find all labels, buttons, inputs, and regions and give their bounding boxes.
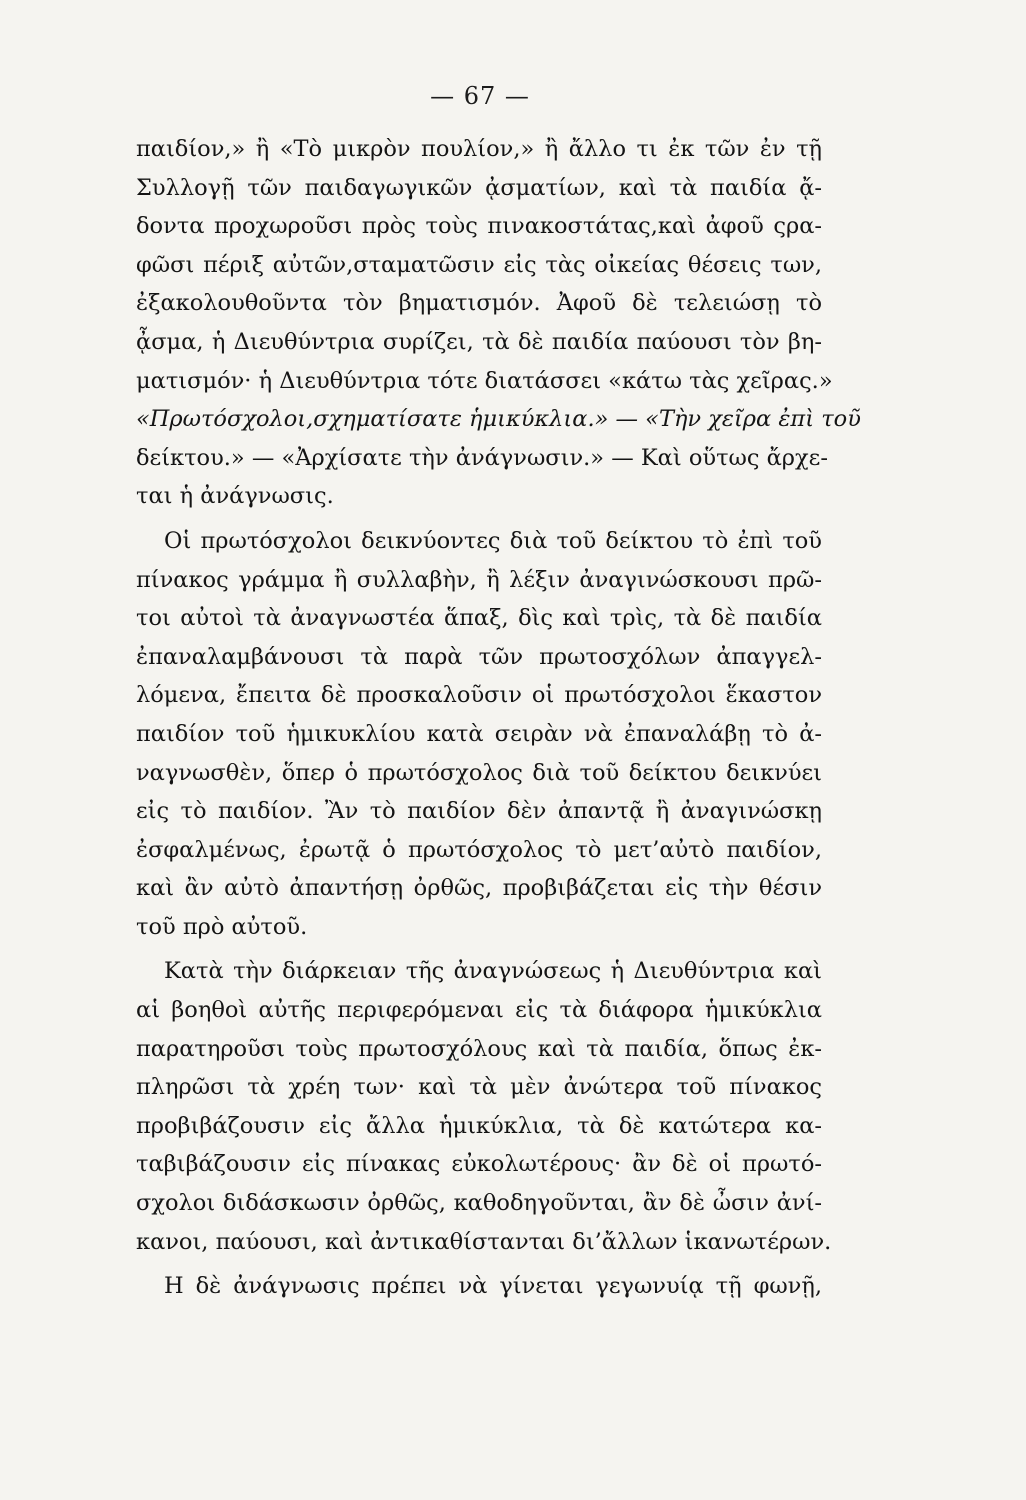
text-line: λόμενα, ἔπειτα δὲ προσκαλοῦσιν οἱ πρωτόσχολοι ἕκαστον [136, 682, 822, 709]
text-line: σχολοι διδάσκωσιν ὀρθῶς, καθοδηγοῦνται, ἂν δὲ ὦσιν ἀνί- [136, 1190, 822, 1217]
text-line: προβιβάζουσιν εἰς ἄλλα ἡμικύκλια, τὰ δὲ κατώτερα κα- [136, 1112, 822, 1139]
text-line: παιδίον,» ἢ «Τὸ μικρὸν πουλίον,» ἢ ἄλλο τι ἐκ τῶν ἐν τῇ [136, 136, 822, 162]
text-line: εἰς τὸ παιδίον. Ἂν τὸ παιδίον δὲν ἀπαντᾷ ἢ ἀναγινώσκῃ [136, 798, 822, 825]
text-line: Οἱ πρωτόσχολοι δεικνύοντες διὰ τοῦ δείκτου τὸ ἐπὶ τοῦ [164, 527, 822, 554]
text-line: Συλλογῇ τῶν παιδαγωγικῶν ᾀσματίων, καὶ τὰ παιδία ᾄ- [136, 174, 822, 201]
body-text [136, 130, 861, 1306]
text-line: ται ἡ ἀνάγνωσις. [136, 483, 334, 510]
text-line: ταβιβάζουσιν εἰς πίνακας εὐκολωτέρους· ἂν δὲ οἱ πρωτό- [136, 1151, 822, 1178]
text-line: ᾆσμα, ἡ Διευθύντρια συρίζει, τὰ δὲ παιδία παύουσι τὸν βη- [136, 328, 822, 355]
text-line: παρατηροῦσι τοὺς πρωτοσχόλους καὶ τὰ παιδία, ὅπως ἐκ- [136, 1035, 822, 1062]
paragraph-1 [136, 130, 861, 516]
text-line: τοι αὐτοὶ τὰ ἀναγνωστέα ἅπαξ, δὶς καὶ τρὶς, τὰ δὲ παιδία [136, 605, 822, 632]
text-line: ἐσφαλμένως, ἐρωτᾷ ὁ πρωτόσχολος τὸ μετ’αὐτὸ παιδίον, [136, 836, 822, 863]
paragraph-2 [136, 522, 822, 947]
text-line: καὶ ἂν αὐτὸ ἀπαντήσῃ ὀρθῶς, προβιβάζεται εἰς τὴν θέσιν [136, 875, 822, 902]
text-line: πίνακος γράμμα ἢ συλλαβὴν, ἢ λέξιν ἀναγινώσκουσι πρῶ- [136, 566, 822, 593]
text-line: ναγνωσθὲν, ὅπερ ὁ πρωτόσχολος διὰ τοῦ δείκτου δεικνύει [136, 759, 822, 786]
text-line: «Πρωτόσχολοι,σχηματίσατε ἡμικύκλια.» — «Τὴν χεῖρα ἐπὶ τοῦ [136, 406, 861, 433]
text-line: αἱ βοηθοὶ αὐτῆς περιφερόμεναι εἰς τὰ διάφορα ἡμικύκλια [136, 997, 822, 1024]
text-line: δοντα προχωροῦσι πρὸς τοὺς πινακοστάτας,καὶ ἀφοῦ ςρα- [136, 213, 822, 240]
paragraph-4 [136, 1267, 822, 1306]
text-line: ἐξακολουθοῦντα τὸν βηματισμόν. Ἀφοῦ δὲ τελειώσῃ τὸ [136, 290, 822, 317]
text-line: πληρῶσι τὰ χρέη των· καὶ τὰ μὲν ἀνώτερα τοῦ πίνακος [136, 1074, 822, 1101]
text-line: δείκτου.» — «Ἀρχίσατε τὴν ἀνάγνωσιν.» — Καὶ οὕτως ἄρχε- [136, 444, 828, 471]
text-line: ἐπαναλαμβάνουσι τὰ παρὰ τῶν πρωτοσχόλων ἀπαγγελ- [136, 643, 822, 670]
page-number: — 67 — [430, 82, 530, 110]
text-line: ματισμόν· ἡ Διευθύντρια τότε διατάσσει «κάτω τὰς χεῖρας.» [136, 367, 833, 394]
paragraph-3 [136, 952, 832, 1261]
text-line: Κατὰ τὴν διάρκειαν τῆς ἀναγνώσεως ἡ Διευθύντρια καὶ [164, 958, 822, 985]
text-line: φῶσι πέριξ αὐτῶν,σταματῶσιν εἰς τὰς οἰκείας θέσεις των, [136, 251, 822, 278]
text-line: παιδίον τοῦ ἡμικυκλίου κατὰ σειρὰν νὰ ἐπαναλάβῃ τὸ ἀ- [136, 720, 822, 747]
text-line: κανοι, παύουσι, καὶ ἀντικαθίστανται δι’ἄλλων ἱκανωτέρων. [136, 1228, 832, 1255]
text-line: τοῦ πρὸ αὐτοῦ. [136, 913, 308, 940]
text-line: Η δὲ ἀνάγνωσις πρέπει νὰ γίνεται γεγωνυίᾳ τῇ φωνῇ, [164, 1273, 822, 1300]
